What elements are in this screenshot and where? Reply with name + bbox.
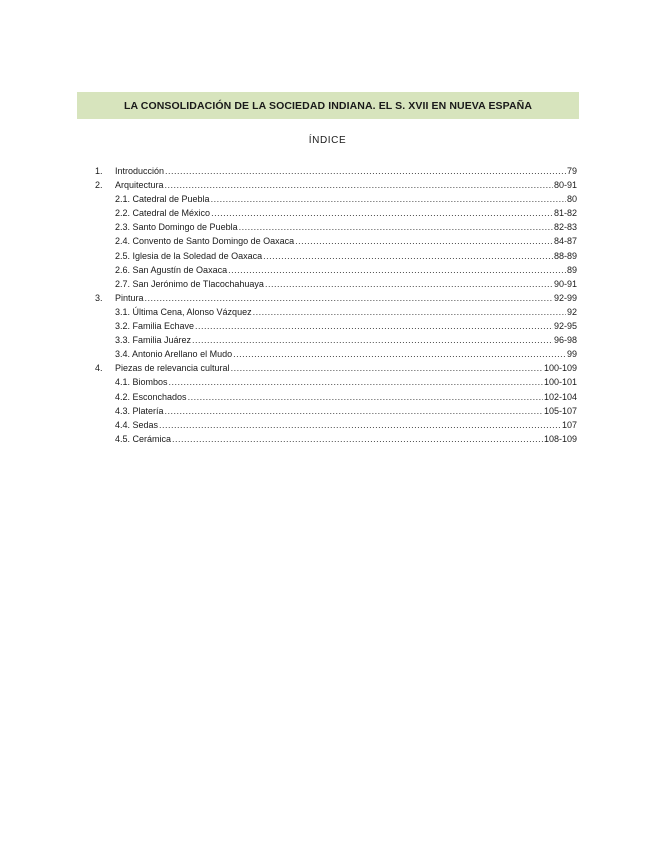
document-title-banner bbox=[77, 92, 579, 119]
toc-subentry-page: 99 bbox=[566, 349, 577, 360]
dot-leader bbox=[231, 361, 543, 375]
toc-subentry-label: 4.1. Biombos bbox=[115, 377, 168, 388]
toc-subentry-label: 2.3. Santo Domingo de Puebla bbox=[115, 222, 238, 233]
toc-entry-number: 2. bbox=[95, 180, 103, 191]
toc-subentry-label: 4.2. Esconchados bbox=[115, 391, 187, 402]
toc-entry bbox=[95, 164, 577, 178]
index-heading: ÍNDICE bbox=[308, 135, 347, 146]
toc-subentry-page: 108-109 bbox=[543, 433, 577, 444]
toc-subentry-label: 2.6. San Agustín de Oaxaca bbox=[115, 264, 228, 275]
toc-subentry bbox=[95, 404, 577, 418]
toc-entry-number: 4. bbox=[95, 363, 103, 374]
toc-subentry-label: 2.4. Convento de Santo Domingo de Oaxaca bbox=[115, 236, 295, 247]
toc-subentry bbox=[95, 206, 577, 220]
toc-subentry bbox=[95, 375, 577, 389]
toc-subentry-label: 4.3. Platería bbox=[115, 405, 164, 416]
toc-entry-page: 100-109 bbox=[543, 363, 577, 374]
dot-leader bbox=[159, 418, 561, 432]
toc-subentry-page: 100-101 bbox=[543, 377, 577, 388]
toc-subentry-label: 4.4. Sedas bbox=[115, 419, 159, 430]
toc-subentry bbox=[95, 333, 577, 347]
toc-subentry-page: 92 bbox=[566, 306, 577, 317]
toc-subentry bbox=[95, 305, 577, 319]
dot-leader bbox=[228, 263, 566, 277]
toc-entry-label: Arquitectura bbox=[115, 180, 164, 191]
toc-subentry-page: 82-83 bbox=[553, 222, 577, 233]
toc-entry-page: 92-99 bbox=[553, 292, 577, 303]
toc-subentry-page: 89 bbox=[566, 264, 577, 275]
toc-subentry-page: 84-87 bbox=[553, 236, 577, 247]
toc-subentry bbox=[95, 277, 577, 291]
toc-subentry bbox=[95, 192, 577, 206]
dot-leader bbox=[169, 375, 543, 389]
table-of-contents bbox=[95, 164, 577, 446]
dot-leader bbox=[239, 220, 553, 234]
toc-subentry-label: 4.5. Cerámica bbox=[115, 433, 172, 444]
toc-subentry bbox=[95, 234, 577, 248]
dot-leader bbox=[233, 347, 566, 361]
dot-leader bbox=[263, 249, 553, 263]
dot-leader bbox=[195, 319, 553, 333]
toc-entry bbox=[95, 178, 577, 192]
toc-subentry-label: 3.3. Familia Juárez bbox=[115, 335, 192, 346]
toc-entry bbox=[95, 361, 577, 375]
toc-subentry bbox=[95, 220, 577, 234]
toc-subentry-label: 2.2. Catedral de México bbox=[115, 208, 211, 219]
toc-entry bbox=[95, 291, 577, 305]
dot-leader bbox=[265, 277, 553, 291]
toc-subentry bbox=[95, 263, 577, 277]
toc-subentry-page: 88-89 bbox=[553, 250, 577, 261]
toc-subentry bbox=[95, 418, 577, 432]
dot-leader bbox=[295, 234, 553, 248]
toc-subentry-page: 80 bbox=[566, 194, 577, 205]
toc-subentry-label: 3.2. Familia Echave bbox=[115, 321, 195, 332]
toc-entry-page: 80-91 bbox=[553, 180, 577, 191]
dot-leader bbox=[172, 432, 543, 446]
toc-subentry-page: 92-95 bbox=[553, 321, 577, 332]
toc-subentry-page: 107 bbox=[561, 419, 577, 430]
dot-leader bbox=[253, 305, 566, 319]
toc-subentry-page: 102-104 bbox=[543, 391, 577, 402]
toc-entry-page: 79 bbox=[566, 166, 577, 176]
toc-subentry bbox=[95, 432, 577, 446]
dot-leader bbox=[165, 178, 553, 192]
toc-subentry-label: 3.4. Antonio Arellano el Mudo bbox=[115, 349, 233, 360]
toc-subentry-label: 2.7. San Jerónimo de Tlacochahuaya bbox=[115, 278, 264, 289]
toc-subentry bbox=[95, 249, 577, 263]
dot-leader bbox=[165, 164, 566, 178]
document-title: LA CONSOLIDACIÓN DE LA SOCIEDAD INDIANA. EL S. XVII EN NUEVA ESPAÑA bbox=[123, 99, 533, 112]
dot-leader bbox=[211, 206, 553, 220]
toc-entry-number: 1. bbox=[95, 166, 103, 176]
toc-subentry-page: 90-91 bbox=[553, 278, 577, 289]
toc-subentry bbox=[95, 390, 577, 404]
toc-subentry-page: 105-107 bbox=[543, 405, 577, 416]
toc-subentry bbox=[95, 347, 577, 361]
dot-leader bbox=[188, 390, 543, 404]
toc-subentry-label: 2.1. Catedral de Puebla bbox=[115, 194, 210, 205]
dot-leader bbox=[192, 333, 553, 347]
dot-leader bbox=[211, 192, 566, 206]
toc-subentry bbox=[95, 319, 577, 333]
toc-subentry-page: 81-82 bbox=[553, 208, 577, 219]
toc-subentry-label: 2.5. Iglesia de la Soledad de Oaxaca bbox=[115, 250, 263, 261]
toc-subentry-label: 3.1. Última Cena, Alonso Vázquez bbox=[115, 306, 252, 317]
toc-subentry-page: 96-98 bbox=[553, 335, 577, 346]
dot-leader bbox=[165, 404, 543, 418]
toc-entry-label: Piezas de relevancia cultural bbox=[115, 363, 230, 374]
toc-entry-label: Pintura bbox=[115, 292, 144, 303]
toc-entry-number: 3. bbox=[95, 292, 103, 303]
toc-entry-label: Introducción bbox=[115, 166, 165, 176]
dot-leader bbox=[145, 291, 553, 305]
